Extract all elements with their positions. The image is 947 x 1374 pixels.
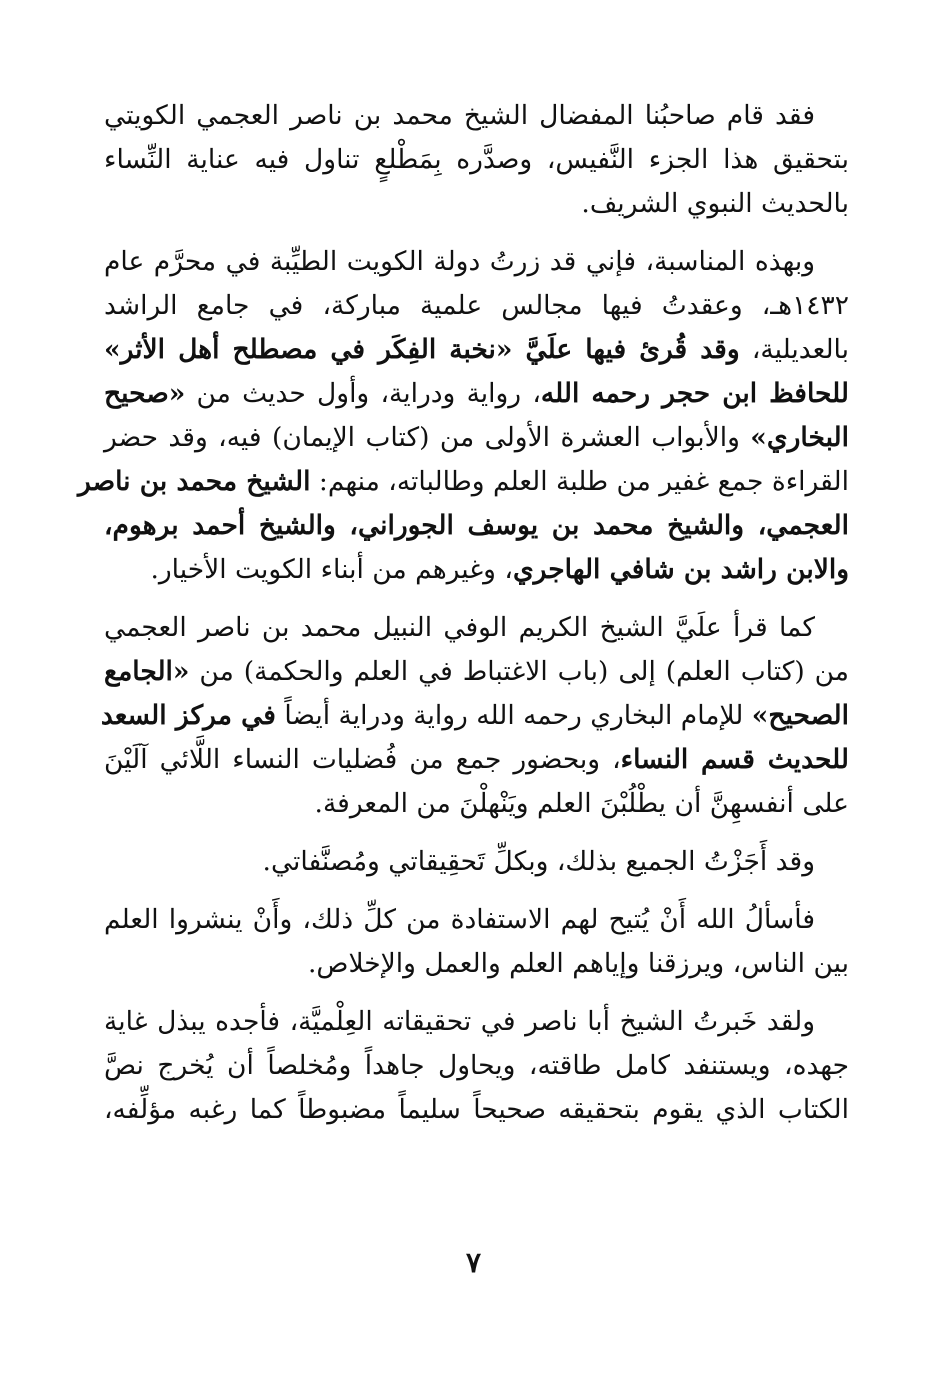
text-segment: بين الناس، ويرزقنا وإياهم العلم والعمل والإخلاص. [307, 948, 849, 979]
text-segment: من (كتاب العلم) إلى (باب الاغتباط في العلم والحكمة) من [189, 656, 849, 687]
text-line [104, 284, 849, 328]
bold-text: «صحيح [104, 378, 186, 409]
bold-text: العجمي، والشيخ محمد بن يوسف الجوراني، والشيخ أحمد برهوم، [104, 510, 849, 541]
text-segment: ، رواية ودراية، وأول حديث من [185, 378, 541, 409]
text-line [104, 840, 849, 884]
text-line [104, 1044, 849, 1088]
page-body [77, 94, 849, 1146]
bold-text: للحافظ ابن حجر رحمه الله [540, 378, 849, 409]
text-segment: للإمام البخاري رحمه الله رواية ودراية أيضاً [275, 700, 752, 731]
text-segment: بتحقيق هذا الجزء النَّفيس، وصدَّره بِمَطْلعٍ تناول فيه عناية النِّساء [104, 144, 849, 175]
paragraph [104, 898, 849, 986]
bold-text: الصحيح» [751, 700, 849, 731]
text-segment: فقد قام صاحبُنا المفضال الشيخ محمد بن ناصر العجمي الكويتي [104, 100, 815, 131]
text-line [104, 182, 849, 226]
text-segment: القراءة جمع غفير من طلبة العلم وطالباته، منهم: [310, 466, 849, 497]
text-line [104, 650, 849, 694]
text-segment: والأبواب العشرة الأولى من (كتاب الإيمان) فيه، وقد حضر [104, 422, 751, 453]
text-line [104, 782, 849, 826]
text-segment: الكتاب الذي يقوم بتحقيقه صحيحاً سليماً مضبوطاً كما رغبه مؤلِّفه، [104, 1094, 849, 1125]
text-line [100, 694, 849, 738]
text-line [104, 416, 849, 460]
text-segment: جهده، ويستنفد كامل طاقته، ويحاول جاهداً ومُخلصاً أن يُخرج نصَّ [104, 1050, 849, 1081]
text-segment: وقد أَجَزْتُ الجميع بذلك، وبكلِّ تَحقِيقاتي ومُصنَّفاتي. [262, 846, 815, 877]
text-segment: كما قرأ علَيَّ الشيخ الكريم الوفي النبيل محمد بن ناصر العجمي [104, 612, 815, 643]
text-segment: ، وبحضور جمع من فُضليات النساء اللَّائي آلَيْنَ [104, 744, 621, 775]
paragraph [104, 1000, 849, 1132]
text-line [104, 898, 849, 942]
paragraph [100, 606, 849, 826]
text-line [104, 138, 849, 182]
bold-text: «الجامع [104, 656, 190, 687]
bold-text: في مركز السعد [100, 700, 276, 731]
text-line [104, 372, 849, 416]
page-number: ٧ [465, 1246, 482, 1279]
bold-text: الشيخ محمد بن ناصر [77, 466, 311, 497]
text-line [77, 460, 849, 504]
paragraph [77, 240, 849, 592]
bold-text: للحديث قسم النساء [620, 744, 849, 775]
bold-text: والابن راشد بن شافي الهاجري [512, 554, 849, 585]
text-segment: ، وغيرهم من أبناء الكويت الأخيار. [150, 554, 513, 585]
text-line [104, 1000, 849, 1044]
text-line [104, 504, 849, 548]
text-segment: ١٤٣٢هـ، وعقدتُ فيها مجالس علمية مباركة، في جامع الراشد [104, 290, 849, 321]
text-segment: بالحديث النبوي الشريف. [581, 188, 849, 219]
text-line [104, 738, 849, 782]
text-line [104, 606, 849, 650]
paragraph [104, 94, 849, 226]
text-segment: على أنفسهِنَّ أن يطْلُبْنَ العلم ويَنْهلْنَ من المعرفة. [314, 788, 849, 819]
text-line [104, 240, 849, 284]
text-segment: فأسألُ الله أَنْ يُتيح لهم الاستفادة من كلِّ ذلك، وأَنْ ينشروا العلم [104, 904, 815, 935]
bold-text: البخاري» [750, 422, 849, 453]
text-line [104, 94, 849, 138]
text-segment: ولقد خَبرتُ الشيخ أبا ناصر في تحقيقاته العِلْميَّة، فأجده يبذل غاية [104, 1006, 815, 1037]
text-segment: وبهذه المناسبة، فإني قد زرتُ دولة الكويت الطيِّبة في محرَّم عام [104, 246, 815, 277]
text-line [104, 548, 849, 592]
text-line [104, 942, 849, 986]
text-segment: بالعديلية، [739, 334, 849, 365]
text-line [104, 328, 849, 372]
bold-text: وقد قُرئ فيها علَيَّ «نخبة الفِكَر في مصطلح أهل الأثر» [104, 334, 740, 365]
text-line [104, 1088, 849, 1132]
paragraph [104, 840, 849, 884]
